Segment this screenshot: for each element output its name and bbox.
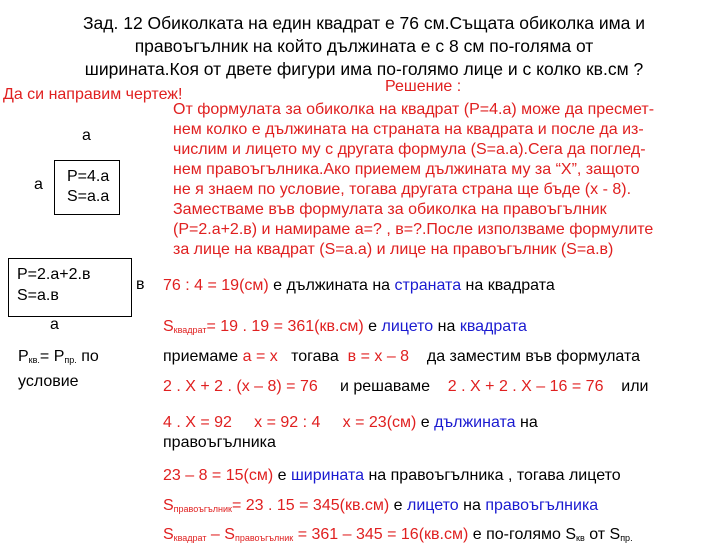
step5-text-end: на	[515, 414, 538, 431]
condition-eq: = P	[39, 348, 65, 365]
step9-sub1: квадрат	[173, 533, 207, 543]
step4-equation-2: 2 . Х + 2 . Х – 16 = 76	[447, 378, 604, 395]
explanation-line: за лице на квадрат (S=a.a) и лице на правоъгълник (S=a.в)	[173, 241, 614, 258]
step5-keyword: дължината	[434, 414, 516, 431]
step9-calc: = 361 – 345 = 16(кв.см)	[293, 526, 469, 543]
explanation-line: нем правоъгълника.Ако приемем дължината му за “X”, защото	[173, 161, 640, 178]
rectangle-figure	[8, 258, 132, 317]
square-perimeter-formula: P=4.a	[67, 168, 110, 185]
condition-pr-sub: пр.	[64, 355, 77, 365]
step4-or: или	[603, 378, 649, 395]
step7-text: е	[273, 467, 291, 484]
problem-title	[0, 12, 728, 81]
condition-kv-sub: кв.	[28, 355, 40, 365]
step8-s: S	[163, 497, 174, 514]
step8-text: е	[389, 497, 408, 514]
step2-text: е	[363, 318, 382, 335]
square-area-formula: S=a.a	[67, 188, 110, 205]
step2-s: S	[163, 318, 174, 335]
step-assumption	[163, 347, 640, 367]
step2-sub: квадрат	[173, 325, 207, 335]
step3-then: тогава	[277, 348, 348, 365]
explanation-line: не я знаем по условие, тогава другата страна ще бъде (х - 8).	[173, 181, 632, 198]
step1-calc: 76 : 4 = 19(см)	[163, 277, 269, 294]
step3-text: приемаме	[163, 348, 243, 365]
step8-keyword: лицето	[407, 497, 459, 514]
rectangle-area-formula: S=а.в	[17, 287, 59, 304]
condition-line-2: условие	[18, 373, 79, 390]
step-solve-x	[163, 413, 538, 433]
title-line-3: ширината.Коя от двете фигури има по-голямо лице и с колко кв.см ?	[84, 59, 644, 79]
step-width	[163, 466, 621, 486]
step2-keyword-2: квадрата	[459, 318, 527, 335]
step4-equation: 2 . Х + 2 . (х – 8) = 76	[163, 378, 318, 395]
step9-text-2: от S	[584, 526, 621, 543]
step4-solve: и решаваме	[317, 378, 448, 395]
rectangle-side-right-label: в	[136, 276, 145, 293]
explanation-text	[173, 100, 723, 260]
explanation-line: (Р=2.а+2.в) и намираме а=? , в=?.После използваме формулите	[173, 221, 654, 238]
condition-po: по	[76, 348, 99, 365]
explanation-line: нем колко е дължината на страната на квадрата и после да из-	[173, 121, 644, 138]
step8-text-2: на	[458, 497, 486, 514]
step3-b-eq: в = х – 8	[347, 348, 410, 365]
step9-minus: – S	[206, 526, 235, 543]
step9-s1: S	[163, 526, 174, 543]
step5-eq1: 4 . Х = 92	[163, 414, 232, 431]
perimeter-condition	[18, 346, 99, 392]
step3-a-eq-x: а = х	[242, 348, 278, 365]
title-line-2: правоъгълник на който дължината е с 8 см по-голяма от	[134, 36, 594, 56]
square-side-left-label: а	[34, 176, 43, 193]
drawing-hint: Да си направим чертеж!	[3, 86, 183, 103]
step8-keyword-2: правоъгълника	[485, 497, 599, 514]
step5-eq2: х = 92 : 4	[231, 414, 321, 431]
step5-text: е	[416, 414, 435, 431]
explanation-line: числим и лицето му с другата формула (S=a.a).Сега да поглед-	[173, 141, 646, 158]
step8-sub: правоъгълник	[173, 504, 232, 514]
step7-keyword: ширината	[290, 467, 365, 484]
step9-text: е по-голямо S	[468, 526, 577, 543]
explanation-line: От формулата за обиколка на квадрат (P=4.a) може да пресмет-	[173, 101, 655, 118]
step8-calc: = 23 . 15 = 345(кв.см)	[231, 497, 390, 514]
explanation-line: Заместваме във формулата за обиколка на правоъгълник	[173, 201, 607, 218]
step1-keyword: страната	[394, 277, 462, 294]
step1-text-end: на квадрата	[461, 277, 555, 294]
step7-calc: 23 – 8 = 15(см)	[163, 467, 274, 484]
rectangle-perimeter-formula: P=2.а+2.в	[17, 266, 91, 283]
step3-substitute: да заместим във формулата	[409, 348, 641, 365]
step2-text-2: на	[433, 318, 460, 335]
step-area-of-rectangle	[163, 496, 598, 519]
title-line-1: Зад. 12 Обиколката на един квадрат е 76 см.Същата обиколка има и	[82, 13, 646, 33]
step5-eq3: х = 23(см)	[320, 414, 417, 431]
step9-sub3: кв	[576, 533, 585, 543]
step-equation	[163, 377, 648, 397]
step-side-of-square	[163, 276, 555, 296]
step-solve-x-cont: правоъгълника	[163, 434, 276, 451]
condition-p: P	[18, 348, 29, 365]
step2-calc: = 19 . 19 = 361(кв.см)	[206, 318, 364, 335]
rectangle-side-bottom-label: а	[50, 316, 59, 333]
step1-text: е дължината на	[268, 277, 395, 294]
step9-sub2: правоъгълник	[234, 533, 294, 543]
step-difference	[163, 525, 633, 548]
solution-label: Решение :	[385, 78, 462, 95]
square-figure	[54, 160, 120, 215]
step-area-of-square	[163, 317, 527, 340]
square-side-top-label: а	[82, 127, 91, 144]
step7-text-end: на правоъгълника , тогава лицето	[364, 467, 621, 484]
step9-sub4: пр.	[620, 533, 633, 543]
step2-keyword: лицето	[381, 318, 434, 335]
